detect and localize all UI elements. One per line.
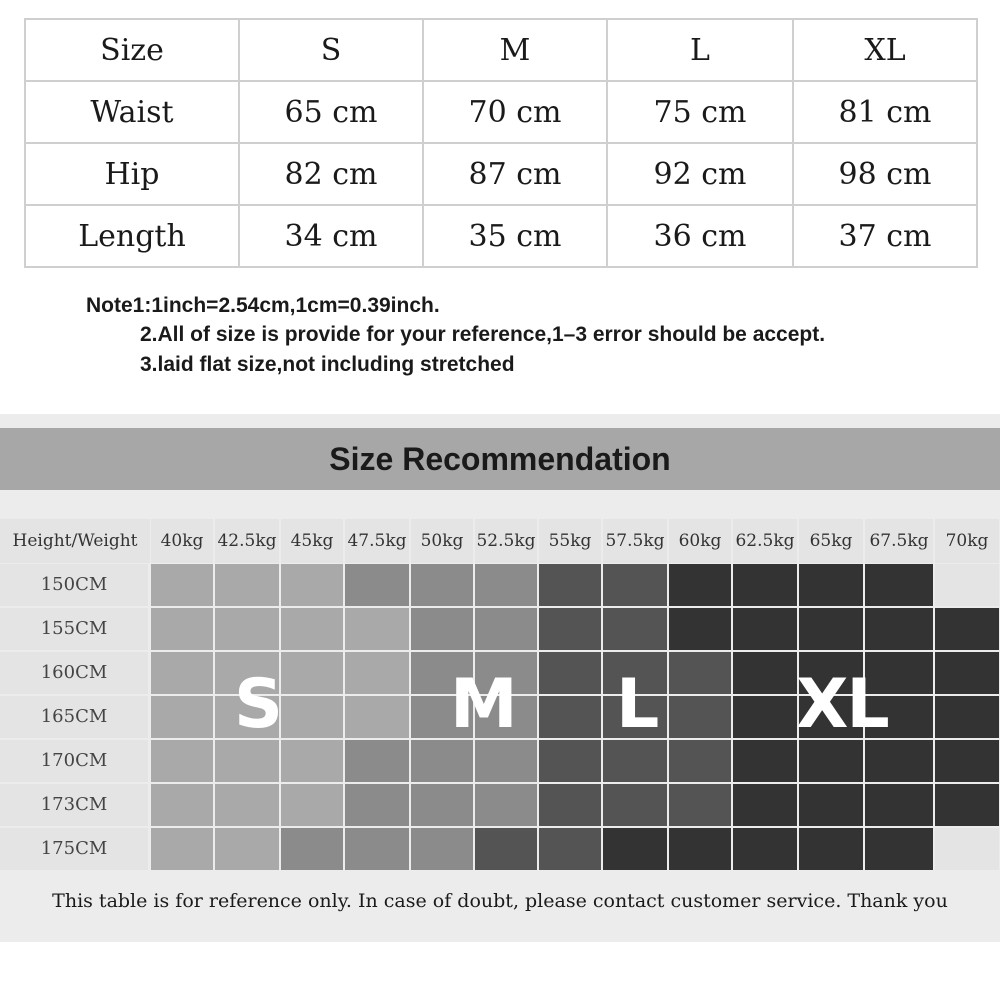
height-row-label: 175CM bbox=[0, 828, 148, 870]
size-cell bbox=[669, 652, 731, 694]
weight-header: 57.5kg bbox=[603, 519, 667, 563]
size-cell bbox=[151, 828, 213, 870]
size-table-header-row bbox=[25, 19, 977, 81]
size-table-row-label: Waist bbox=[25, 81, 239, 143]
size-recommendation-title: Size Recommendation bbox=[0, 428, 1000, 490]
size-cell bbox=[475, 564, 537, 606]
reference-disclaimer: This table is for reference only. In case of doubt, please contact customer service. Thank you bbox=[52, 890, 948, 912]
size-table-cell: 87 cm bbox=[423, 143, 607, 205]
size-table-cell: 36 cm bbox=[607, 205, 793, 267]
size-cell bbox=[669, 564, 731, 606]
weight-header: 50kg bbox=[411, 519, 473, 563]
size-label-m: M bbox=[450, 665, 516, 744]
size-cell bbox=[935, 740, 999, 782]
size-cell bbox=[935, 652, 999, 694]
size-cell bbox=[539, 564, 601, 606]
size-cell bbox=[733, 652, 797, 694]
grid-corner-label: Height/Weight bbox=[0, 519, 150, 563]
size-table-row-label: Hip bbox=[25, 143, 239, 205]
size-cell bbox=[281, 740, 343, 782]
size-cell bbox=[151, 740, 213, 782]
size-cell bbox=[215, 564, 279, 606]
size-cell bbox=[603, 828, 667, 870]
size-cell bbox=[151, 608, 213, 650]
size-cell bbox=[733, 696, 797, 738]
size-table-cell: 34 cm bbox=[239, 205, 423, 267]
size-cell bbox=[345, 652, 409, 694]
size-cell bbox=[733, 608, 797, 650]
size-cell bbox=[411, 608, 473, 650]
size-cell bbox=[151, 784, 213, 826]
height-row-label: 173CM bbox=[0, 784, 148, 826]
size-cell bbox=[733, 828, 797, 870]
size-cell bbox=[539, 828, 601, 870]
size-cell bbox=[865, 828, 933, 870]
size-cell bbox=[281, 608, 343, 650]
height-row-label: 170CM bbox=[0, 740, 148, 782]
weight-header: 55kg bbox=[539, 519, 601, 563]
size-table-cell: XL bbox=[793, 19, 977, 81]
size-cell bbox=[345, 564, 409, 606]
size-cell bbox=[539, 784, 601, 826]
size-cell bbox=[669, 608, 731, 650]
weight-header: 62.5kg bbox=[733, 519, 797, 563]
size-cell bbox=[215, 784, 279, 826]
size-cell bbox=[865, 784, 933, 826]
size-cell bbox=[411, 828, 473, 870]
size-cell bbox=[281, 784, 343, 826]
size-table-data-row bbox=[25, 81, 977, 143]
size-table-cell: 92 cm bbox=[607, 143, 793, 205]
size-cell bbox=[345, 828, 409, 870]
size-chart-table bbox=[24, 18, 978, 268]
size-table-cell: S bbox=[239, 19, 423, 81]
size-table-cell: M bbox=[423, 19, 607, 81]
size-cell bbox=[935, 784, 999, 826]
size-table-cell: 98 cm bbox=[793, 143, 977, 205]
size-table-data-row bbox=[25, 205, 977, 267]
size-label-xl: XL bbox=[796, 665, 888, 744]
size-table-cell: 82 cm bbox=[239, 143, 423, 205]
size-cell bbox=[281, 828, 343, 870]
size-cell bbox=[733, 564, 797, 606]
size-cell bbox=[345, 784, 409, 826]
size-cell bbox=[669, 828, 731, 870]
size-cell bbox=[539, 740, 601, 782]
weight-header: 65kg bbox=[799, 519, 863, 563]
size-cell bbox=[603, 608, 667, 650]
size-cell bbox=[669, 740, 731, 782]
size-cell bbox=[733, 784, 797, 826]
size-cell bbox=[865, 564, 933, 606]
size-cell bbox=[539, 652, 601, 694]
size-table-cell: 35 cm bbox=[423, 205, 607, 267]
size-cell bbox=[151, 696, 213, 738]
size-cell bbox=[935, 564, 999, 606]
size-cell bbox=[603, 564, 667, 606]
size-cell bbox=[281, 696, 343, 738]
size-table-cell: 75 cm bbox=[607, 81, 793, 143]
height-row-label: 150CM bbox=[0, 564, 148, 606]
size-cell bbox=[799, 564, 863, 606]
size-cell bbox=[215, 828, 279, 870]
size-label-l: L bbox=[616, 665, 658, 744]
size-cell bbox=[151, 564, 213, 606]
size-table-cell: L bbox=[607, 19, 793, 81]
size-cell bbox=[603, 784, 667, 826]
note-2: 2.All of size is provide for your reference,1–3 error should be accept. bbox=[140, 323, 826, 346]
size-cell bbox=[669, 696, 731, 738]
size-cell bbox=[411, 784, 473, 826]
size-cell bbox=[215, 608, 279, 650]
weight-header: 42.5kg bbox=[215, 519, 279, 563]
size-cell bbox=[799, 784, 863, 826]
size-cell bbox=[935, 608, 999, 650]
size-cell bbox=[475, 828, 537, 870]
size-cell bbox=[475, 784, 537, 826]
height-row-label: 160CM bbox=[0, 652, 148, 694]
height-row-label: 165CM bbox=[0, 696, 148, 738]
weight-header: 45kg bbox=[281, 519, 343, 563]
size-cell bbox=[669, 784, 731, 826]
size-cell bbox=[345, 696, 409, 738]
size-cell bbox=[935, 828, 999, 870]
size-cell bbox=[935, 696, 999, 738]
size-table-cell: 70 cm bbox=[423, 81, 607, 143]
size-cell bbox=[151, 652, 213, 694]
weight-header: 47.5kg bbox=[345, 519, 409, 563]
size-cell bbox=[281, 564, 343, 606]
size-cell bbox=[281, 652, 343, 694]
size-table-cell: 37 cm bbox=[793, 205, 977, 267]
size-cell bbox=[411, 564, 473, 606]
size-table-cell: 81 cm bbox=[793, 81, 977, 143]
weight-header: 40kg bbox=[151, 519, 213, 563]
weight-header: 70kg bbox=[935, 519, 999, 563]
size-table-cell: 65 cm bbox=[239, 81, 423, 143]
weight-header: 60kg bbox=[669, 519, 731, 563]
size-cell bbox=[539, 608, 601, 650]
size-cell bbox=[733, 740, 797, 782]
size-table-data-row bbox=[25, 143, 977, 205]
size-cell bbox=[345, 608, 409, 650]
size-table-row-label: Size bbox=[25, 19, 239, 81]
size-cell bbox=[475, 608, 537, 650]
size-cell bbox=[799, 828, 863, 870]
size-label-s: S bbox=[234, 665, 281, 744]
size-table-row-label: Length bbox=[25, 205, 239, 267]
height-row-label: 155CM bbox=[0, 608, 148, 650]
note-3: 3.laid flat size,not including stretched bbox=[140, 353, 515, 376]
size-cell bbox=[799, 608, 863, 650]
size-cell bbox=[345, 740, 409, 782]
size-cell bbox=[539, 696, 601, 738]
weight-header: 67.5kg bbox=[865, 519, 933, 563]
weight-header: 52.5kg bbox=[475, 519, 537, 563]
note-1: Note1:1inch=2.54cm,1cm=0.39inch. bbox=[86, 294, 440, 317]
size-cell bbox=[865, 608, 933, 650]
